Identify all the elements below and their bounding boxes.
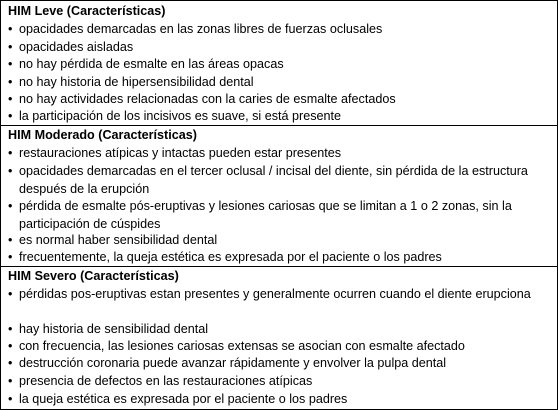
list-item: • opacidades demarcadas en las zonas libres de fuerzas oclusales: [8, 22, 383, 36]
section-title: HIM Severo (Características): [8, 269, 179, 283]
list-item: • no hay actividades relacionadas con la caries de esmalte afectados: [8, 92, 396, 106]
section-moderado: [1, 126, 557, 267]
list-item: • opacidades aisladas: [8, 40, 134, 54]
list-item: • pérdida de esmalte pós-eruptivas y lesiones cariosas que se limitan a 1 o 2 zonas, sin la participación de cúspides: [8, 199, 512, 231]
list-item: • presencia de defectos en las restauraciones atípicas: [8, 374, 313, 388]
section-title: HIM Moderado (Características): [8, 128, 197, 142]
list-item: • no hay pérdida de esmalte en las áreas opacas: [8, 57, 284, 71]
list-item: • opacidades demarcadas en el tercer oclusal / incisal del diente, sin pérdida de la estructura después de la erupción: [8, 164, 528, 196]
list-item: • hay historia de sensibilidad dental: [8, 322, 209, 336]
section-severo: [1, 267, 557, 409]
list-item: • restauraciones atípicas y intactas pueden estar presentes: [8, 146, 342, 160]
list-item: • frecuentemente, la queja estética es expresada por el paciente o los padres: [8, 250, 442, 264]
list-item: • destrucción coronaria puede avanzar rápidamente y envolver la pulpa dental: [8, 356, 447, 370]
list-item: • pérdidas pos-eruptivas estan presentes y generalmente ocurren cuando el diente erupciona: [8, 287, 531, 301]
section-leve: [1, 1, 557, 126]
list-item: • es normal haber sensibilidad dental: [8, 233, 218, 247]
list-item: • la queja estética es expresada por el paciente o los padres: [8, 392, 348, 406]
list-item: • no hay historia de hipersensibilidad dental: [8, 75, 254, 89]
list-item: • con frecuencia, las lesiones cariosas extensas se asocian con esmalte afectado: [8, 339, 465, 353]
section-title: HIM Leve (Características): [8, 4, 166, 18]
list-item: • la participación de los incisivos es suave, si está presente: [8, 109, 342, 123]
